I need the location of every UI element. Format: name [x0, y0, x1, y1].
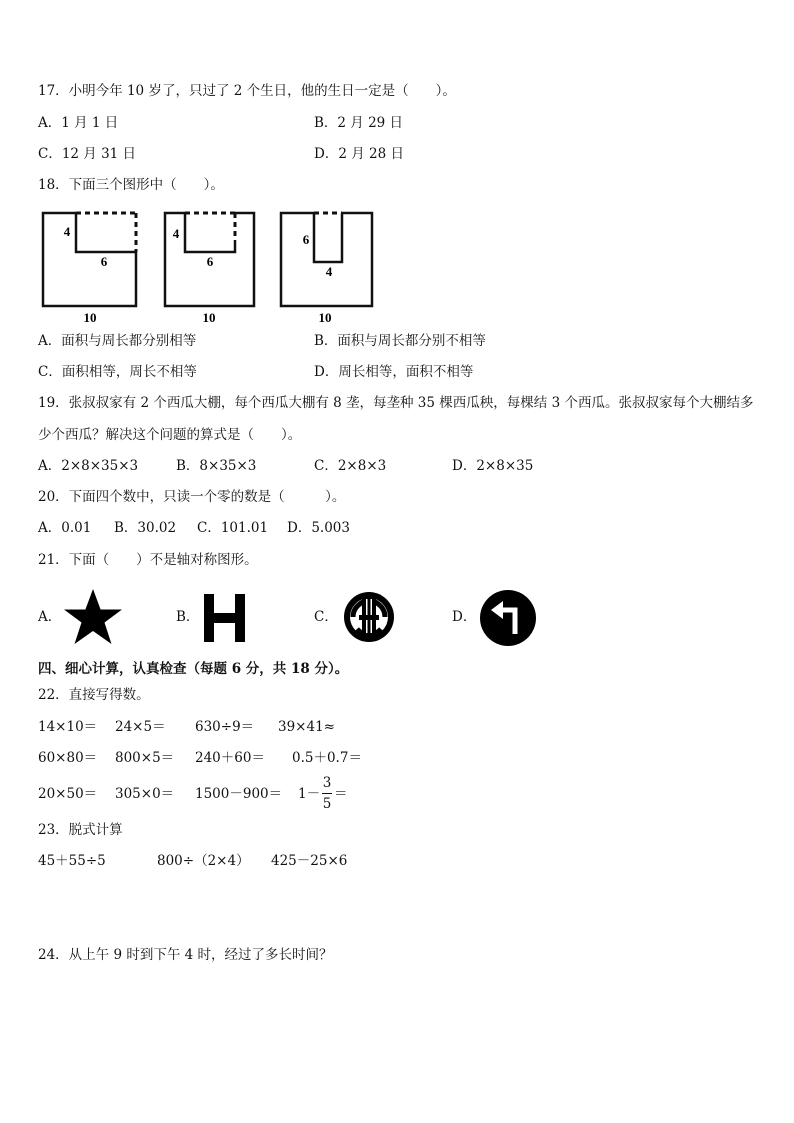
q21-option-b: B． [176, 609, 200, 625]
q22-item: 240＋60＝ [195, 750, 265, 766]
q20-option-c: C．101.01 [197, 520, 269, 536]
q19-option-d: D．2×8×35 [452, 458, 534, 474]
q20-option-b: B．30.02 [114, 520, 177, 536]
q18-figure-1 [40, 210, 142, 326]
q23-item: 800÷（2×4） [157, 853, 250, 869]
q21-stem: 21．下面（ ）不是轴对称图形。 [38, 552, 258, 568]
q18-figure-1-left-label: 4 [63, 224, 71, 239]
q22-item: 630÷9＝ [195, 719, 255, 735]
q18-option-a: A．面积与周长都分别相等 [38, 333, 197, 349]
q22-item: 14×10＝ [38, 719, 98, 735]
fraction-suffix: ＝ [334, 786, 348, 802]
q23-stem: 23．脱式计算 [38, 822, 123, 838]
q18-figure-3 [278, 210, 380, 326]
q19-option-c: C．2×8×3 [314, 458, 387, 474]
q18-figure-1-inner-label: 6 [100, 254, 108, 269]
q24-stem: 24．从上午 9 时到下午 4 时，经过了多长时间？ [38, 947, 333, 963]
q18-figure-3-inner-label: 4 [325, 264, 333, 279]
q18-option-c: C．面积相等，周长不相等 [38, 364, 197, 380]
q22-item: 20×50＝ [38, 786, 98, 802]
q20-option-a: A．0.01 [38, 520, 92, 536]
fraction-numerator: 3 [322, 775, 332, 791]
q22-stem: 22．直接写得数。 [38, 687, 150, 703]
q18-figure-2 [161, 210, 263, 326]
q18-option-d: D．周长相等，面积不相等 [314, 364, 474, 380]
q19-option-b: B．8×35×3 [176, 458, 257, 474]
section-4-title: 四、细心计算，认真检查（每题 6 分，共 18 分）。 [38, 661, 349, 677]
turn-left-sign-icon [478, 588, 538, 648]
q19-stem-line1: 19．张叔叔家有 2 个西瓜大棚，每个西瓜大棚有 8 垄，每垄种 35 棵西瓜秧，每棵结 3 个西瓜。张叔叔家每个大棚结多 [38, 395, 754, 411]
q21-option-a: A． [38, 609, 62, 625]
q17-option-b: B．2 月 29 日 [314, 115, 404, 131]
q22-item: 800×5＝ [115, 750, 175, 766]
q18-figure-2-inner-label: 6 [206, 254, 214, 269]
q22-item: 24×5＝ [115, 719, 166, 735]
q20-stem: 20．下面四个数中，只读一个零的数是（ ）。 [38, 489, 346, 505]
q17-option-d: D．2 月 28 日 [314, 146, 404, 162]
bank-logo-icon [341, 589, 397, 645]
q18-figure-1-bottom-label: 10 [83, 310, 97, 325]
q18-figure-3-left-label: 6 [302, 232, 310, 247]
letter-h-icon [202, 592, 248, 644]
q18-option-b: B．面积与周长都分别不相等 [314, 333, 486, 349]
q22-item: 305×0＝ [115, 786, 175, 802]
q21-option-d: D． [452, 609, 477, 625]
q18-figure-2-left-label: 4 [172, 226, 180, 241]
q17-option-a: A．1 月 1 日 [38, 115, 119, 131]
q19-stem-line2: 少个西瓜？解决这个问题的算式是（ ）。 [38, 427, 302, 443]
q18-figure-2-bottom-label: 10 [202, 310, 216, 325]
q20-option-d: D．5.003 [287, 520, 350, 536]
fraction-denominator: 5 [322, 796, 332, 812]
q21-option-c: C． [314, 609, 338, 625]
fraction-bar [322, 793, 332, 794]
fraction-prefix: 1－ [298, 786, 321, 802]
q18-stem: 18．下面三个图形中（ ）。 [38, 177, 224, 193]
q17-stem: 17．小明今年 10 岁了，只过了 2 个生日，他的生日一定是（ ）。 [38, 83, 456, 99]
q23-item: 425－25×6 [271, 853, 348, 869]
q22-item: 0.5＋0.7＝ [292, 750, 362, 766]
q22-item: 1500－900＝ [195, 786, 283, 802]
q23-item: 45＋55÷5 [38, 853, 106, 869]
q22-item: 60×80＝ [38, 750, 98, 766]
q22-item: 39×41≈ [278, 719, 335, 735]
star-icon [61, 587, 125, 647]
q19-option-a: A．2×8×35×3 [38, 458, 139, 474]
q18-figure-3-bottom-label: 10 [318, 310, 332, 325]
q17-option-c: C．12 月 31 日 [38, 146, 137, 162]
